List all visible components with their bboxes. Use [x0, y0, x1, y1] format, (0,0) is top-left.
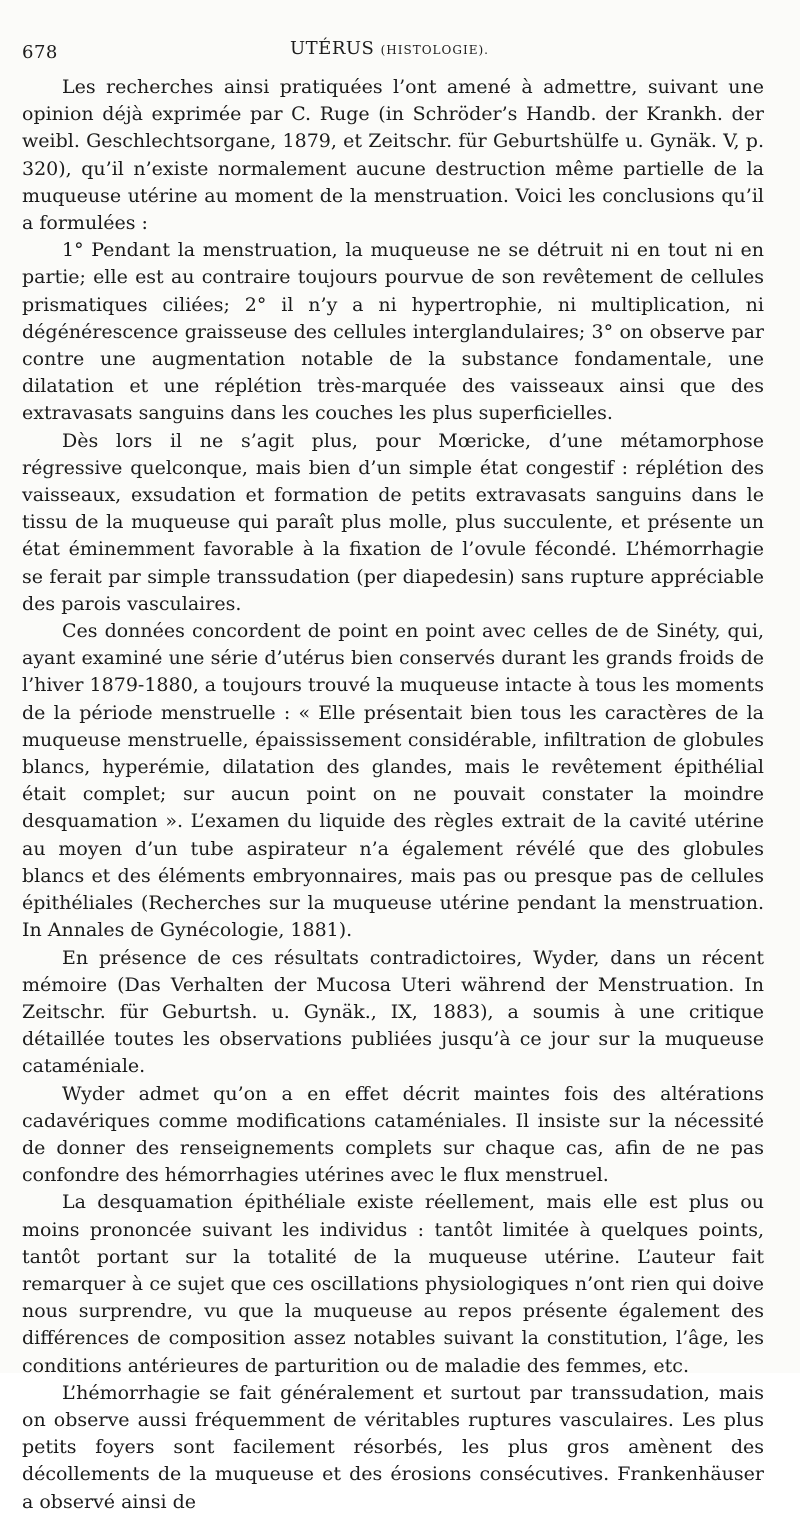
page-body	[22, 74, 764, 1516]
paragraph-moericke: Dès lors il ne s’agit plus, pour Mœricke, d’une métamorphose régressive quelconque, mais bien d’un simple état congestif : réplétion des vaisseaux, exsudation et formation de petits extravasats sanguins dans le tissu de la muqueuse qui paraît plus molle, plus succulente, et présente un état éminemment favorable à la fixation de l’ovule fécondé. L’hémorrhagie se ferait par simple transsudation (per diapedesin) sans rupture appréciable des parois vasculaires.	[22, 429, 764, 615]
running-title-main: UTÉRUS	[290, 38, 375, 59]
running-title	[290, 38, 489, 59]
paragraph-intro: Les recherches ainsi pratiquées l’ont amené à admettre, suivant une opinion déjà exprimée par C. Ruge (in Schröder’s Handb. der Krankh. der weibl. Geschlechtsorgane, 1879, et Zeitschr. für Geburtshülfe u. Gynäk. V, p. 320), qu’il n’existe normalement aucune destruction même partielle de la muqueuse utérine au moment de la menstruation. Voici les conclusions qu’il a formulées :	[22, 76, 764, 235]
page-header	[22, 38, 764, 74]
paragraph-conclusions: 1° Pendant la menstruation, la muqueuse ne se détruit ni en tout ni en partie; elle est au contraire toujours pourvue de son revêtement de cellules prismatiques ciliées; 2° il n’y a ni hypertrophie, ni multiplication, ni dégénérescence graisseuse des cellules interglandulaires; 3° on observe par contre une augmentation notable de la substance fondamentale, une dilatation et une réplétion très-marquée des vaisseaux ainsi que des extravasats sanguins dans les couches les plus superficielles.	[22, 239, 764, 425]
paragraph-de-sinety: Ces données concordent de point en point avec celles de de Sinéty, qui, ayant examiné une série d’utérus bien conservés durant les grands froids de l’hiver 1879-1880, a toujours trouvé la muqueuse intacte à tous les moments de la période menstruelle : « Elle présentait bien tous les caractères de la muqueuse menstruelle, épaississement considérable, infiltration de globules blancs, hyperémie, dilatation des glandes, mais le revêtement épithélial était complet; sur aucun point on ne pouvait constater la moindre desquamation ». L’examen du liquide des règles extrait de la cavité utérine au moyen d’un tube aspirateur n’a également révélé que des globules blancs et des éléments embryonnaires, mais pas ou presque pas de cellules épithéliales (Recherches sur la muqueuse utérine pendant la menstruation. In Annales de Gynécologie, 1881).	[22, 620, 764, 942]
paragraph-desquamation: La desquamation épithéliale existe réellement, mais elle est plus ou moins prononcée suivant les individus : tantôt limitée à quelques points, tantôt portant sur la totalité de la muqueuse utérine. L’auteur fait remarquer à ce sujet que ces oscillations physiologiques n’ont rien qui doive nous surprendre, vu que la muqueuse au repos présente également des différences de composition assez notables suivant la constitution, l’âge, les conditions antérieures de parturition ou de maladie des femmes, etc.	[22, 1191, 764, 1377]
paragraph-hemorrhagie: L’hémorrhagie se fait généralement et surtout par transsudation, mais on observe aussi fréquemment de véritables ruptures vasculaires. Les plus petits foyers sont facilement résorbés, les plus gros amènent des décollements de la muqueuse et des érosions consécutives. Frankenhäuser a observé ainsi de	[22, 1381, 764, 1513]
running-title-subtitle: (HISTOLOGIE).	[380, 43, 489, 57]
page-number: 678	[22, 42, 58, 63]
paragraph-wyder-admet: Wyder admet qu’on a en effet décrit maintes fois des altérations cadavériques comme modifications cataméniales. Il insiste sur la nécessité de donner des renseignements complets sur chaque cas, afin de ne pas confondre des hémorrhagies utérines avec le flux menstruel.	[22, 1082, 764, 1187]
paragraph-wyder-memoire: En présence de ces résultats contradictoires, Wyder, dans un récent mémoire (Das Verhalten der Mucosa Uteri während der Menstruation. In Zeitschr. für Geburtsh. u. Gynäk., IX, 1883), a soumis à une critique détaillée toutes les observations publiées jusqu’à ce jour sur la muqueuse cataméniale.	[22, 946, 764, 1078]
